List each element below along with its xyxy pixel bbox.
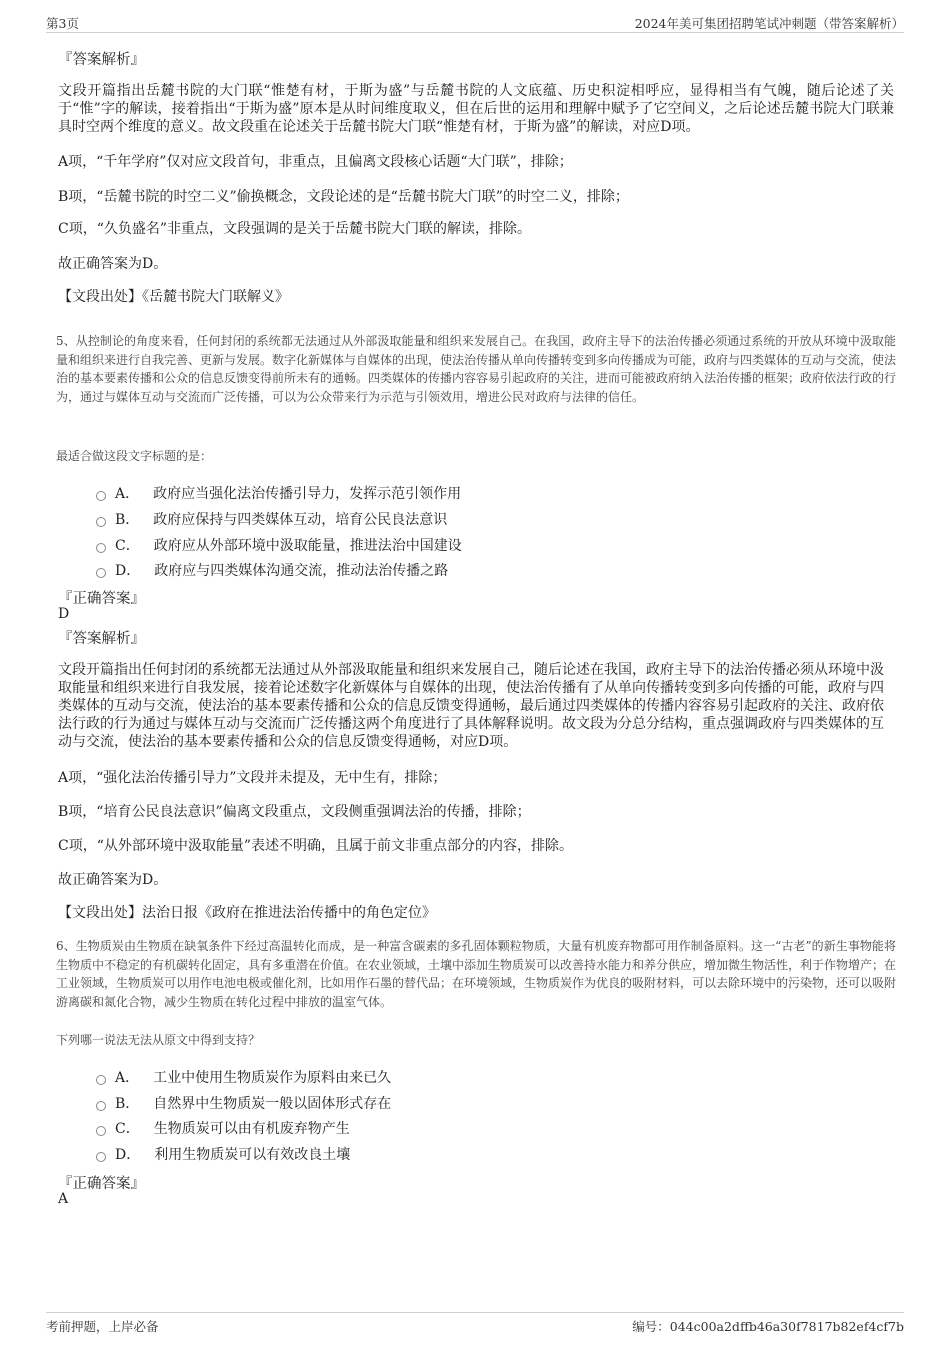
q6-question-text: 6、生物质炭由生物质在缺氧条件下经过高温转化而成，是一种富含碳素的多孔固体颗粒物质，大量有机废弃物都可用作制备原料。这一“古老”的新生事物能将生物质中不稳定的有机碳转化固定，具有多重潜在价值。在农业领域，土壤中添加生物质炭可以改善持水能力和养分供应，增加微生物活性，利于作物增产；在工业领域，生物质炭可以用作电池电极或催化剂，比如用作石墨的替代品；在环境领域，生物质炭作为优良的吸附材料，可以去除环境中的污染物，还可以吸附游离碳和氮化合物，减少生物质在转化过程中排放的温室气体。 [56,939,897,1009]
q5-analysis-text: 文段开篇指出任何封闭的系统都无法通过从外部汲取能量和组织来发展自己，随后论述在我国，政府主导下的法治传播必须从环境中汲取能量和组织来进行自我发展，接着论述数字化新媒体与自媒体的出现，使法治传播有了从单向传播转变到多向传播的可能，政府与四类媒体的互动与交流，使法治的基本要素传播和公众的信息反馈变得通畅，最后通过四类媒体的传播内容容易引起政府的关注、政府依法行政的行为通过与媒体互动与交流而广泛传播这两个角度进行了具体解释说明。故文段为分总分结构，重点强调政府与四类媒体的互动与交流，使法治的基本要素传播和公众的信息反馈变得通畅，对应D项。 [58,662,884,750]
radio-icon[interactable] [96,1126,106,1136]
q5-option-c-explanation: C项，“从外部环境中汲取能量”表述不明确，且属于前文非重点部分的内容，排除。 [58,838,574,854]
q5-option-a[interactable] [96,483,461,503]
q5-option-d[interactable] [96,560,448,580]
q5-option-b[interactable] [96,509,447,529]
page-number: 第3页 [46,16,79,31]
option-letter: A． [115,1070,140,1086]
radio-icon[interactable] [96,1101,106,1111]
q5-answer: D [58,606,70,622]
q5-source: 【文段出处】法治日报《政府在推进法治传播中的角色定位》 [58,905,436,921]
radio-icon[interactable] [96,568,106,578]
q5-conclusion: 故正确答案为D。 [58,872,168,888]
q4-source: 【文段出处】《岳麓书院大门联解义》 [58,289,289,305]
radio-icon[interactable] [96,1075,106,1085]
option-text: 工业中使用生物质炭作为原料由来已久 [153,1070,392,1086]
option-text: 政府应保持与四类媒体互动，培育公民良法意识 [153,512,448,528]
option-text: 政府应从外部环境中汲取能量，推进法治中国建设 [153,538,462,554]
option-text: 政府应当强化法治传播引导力，发挥示范引领作用 [153,486,462,502]
q6-option-b[interactable] [96,1093,391,1113]
q6-option-d[interactable] [96,1144,350,1164]
footer-slogan: 考前押题，上岸必备 [46,1319,159,1334]
q4-option-a-explanation: A项，“千年学府”仅对应文段首句，非重点，且偏离文段核心话题“大门联”，排除； [58,154,573,170]
q5-option-a-explanation: A项，“强化法治传播引导力”文段并未提及，无中生有，排除； [58,770,447,786]
radio-icon[interactable] [96,491,106,501]
q5-analysis-label: 『答案解析』 [58,631,145,647]
q5-option-b-explanation: B项，“培育公民良法意识”偏离文段重点，文段侧重强调法治的传播，排除； [58,804,531,820]
q6-prompt: 下列哪一说法无法从原文中得到支持？ [56,1033,261,1047]
q5-prompt: 最适合做这段文字标题的是： [56,449,213,463]
q6-correct-answer-label: 『正确答案』 [58,1176,145,1192]
q5-question-text: 5、从控制论的角度来看，任何封闭的系统都无法通过从外部汲取能量和组织来发展自己。在我国，政府主导下的法治传播必须通过系统的开放从环境中汲取能量和组织来进行自我完善、更新与发展。数字化新媒体与自媒体的出现，使法治传播从单向传播转变到多向传播成为可能，政府与四类媒体的互动与交流，使法治的基本要素传播和公众的信息反馈变得前所未有的通畅。四类媒体的传播内容容易引起政府的关注，进而可能被政府纳入法治传播的框架；政府依法行政的行为，通过与媒体互动与交流而广泛传播，可以为公众带来行为示范与引领效用，增进公民对政府与法律的信任。 [56,334,897,404]
q4-analysis-text: 文段开篇指出岳麓书院的大门联“惟楚有材，于斯为盛”与岳麓书院的人文底蕴、历史积淀相呼应，显得相当有气魄，随后论述了关于“惟”字的解读，接着指出“于斯为盛”原本是从时间维度取义，但在后世的运用和理解中赋予了它空间义，之后论述岳麓书院大门联兼具时空两个维度的意义。故文段重在论述关于岳麓书院大门联“惟楚有材，于斯为盛”的解读，对应D项。 [58,83,894,135]
option-letter: D． [115,563,141,579]
q6-option-c[interactable] [96,1118,350,1138]
q5-option-c[interactable] [96,535,462,555]
option-letter: B． [115,1096,140,1112]
q4-analysis-label: 『答案解析』 [58,52,145,68]
q4-option-b-explanation: B项，“岳麓书院的时空二义”偷换概念，文段论述的是“岳麓书院大门联”的时空二义，排除； [58,189,629,205]
radio-icon[interactable] [96,517,106,527]
option-letter: B． [115,512,140,528]
option-text: 政府应与四类媒体沟通交流，推动法治传播之路 [154,563,449,579]
q6-option-a[interactable] [96,1067,391,1087]
page-footer [46,1312,904,1335]
document-code: 编号：044c00a2dffb46a30f7817b82ef4cf7b [632,1319,904,1334]
radio-icon[interactable] [96,1152,106,1162]
option-text: 利用生物质炭可以有效改良土壤 [154,1147,351,1163]
radio-icon[interactable] [96,543,106,553]
option-text: 自然界中生物质炭一般以固体形式存在 [153,1096,392,1112]
option-letter: D． [115,1147,141,1163]
q4-conclusion: 故正确答案为D。 [58,256,168,272]
q4-option-c-explanation: C项，“久负盛名”非重点，文段强调的是关于岳麓书院大门联的解读，排除。 [58,221,532,237]
q6-answer: A [58,1191,69,1207]
option-letter: A． [115,486,140,502]
document-title: 2024年美可集团招聘笔试冲刺题（带答案解析） [634,16,904,31]
q5-correct-answer-label: 『正确答案』 [58,591,145,607]
option-letter: C． [115,1121,140,1137]
page-header [46,14,904,33]
option-letter: C． [115,538,140,554]
option-text: 生物质炭可以由有机废弃物产生 [153,1121,350,1137]
